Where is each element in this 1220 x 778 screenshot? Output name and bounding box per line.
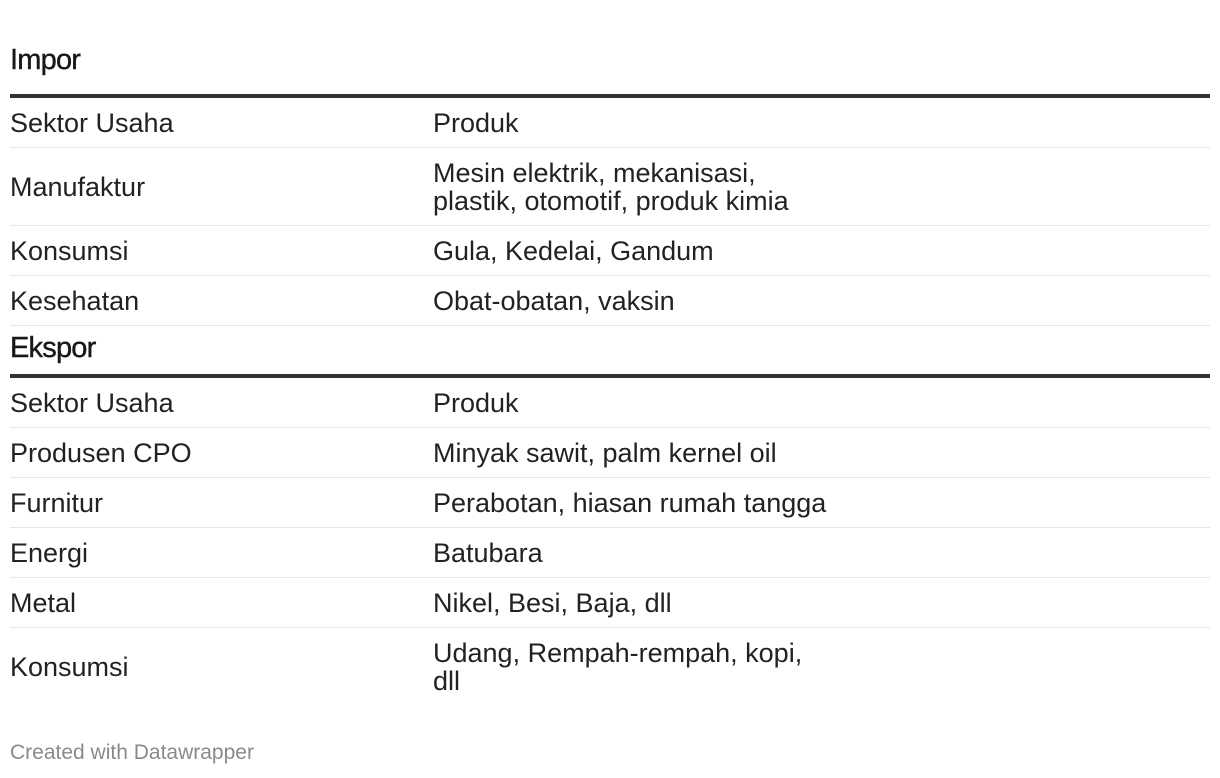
table-row: [10, 578, 1210, 628]
ekspor-table: [10, 374, 1210, 705]
column-header-sector: Sektor Usaha: [10, 107, 174, 138]
column-header-sector: Sektor Usaha: [10, 387, 174, 418]
datawrapper-table: [10, 0, 1210, 705]
table-row: [10, 276, 1210, 326]
sector-cell: Produsen CPO: [10, 437, 192, 468]
ekspor-header-row: [10, 378, 1210, 428]
product-cell: Obat-obatan, vaksin: [433, 285, 675, 316]
product-cell: Perabotan, hiasan rumah tangga: [433, 487, 827, 518]
table-row: [10, 226, 1210, 276]
impor-table: [10, 94, 1210, 326]
sector-cell: Furnitur: [10, 487, 104, 518]
sector-cell: Konsumsi: [10, 235, 129, 266]
section-title-impor: Impor: [10, 44, 81, 76]
sector-cell: Manufaktur: [10, 171, 146, 202]
table-row: [10, 148, 1210, 226]
product-cell: Minyak sawit, palm kernel oil: [433, 437, 777, 468]
product-cell: Mesin elektrik, mekanisasi, plastik, otomotif, produk kimia: [433, 157, 789, 216]
column-header-product: Produk: [433, 107, 519, 138]
table-row: [10, 478, 1210, 528]
sector-cell: Konsumsi: [10, 651, 129, 682]
table-row: [10, 428, 1210, 478]
sector-cell: Kesehatan: [10, 285, 140, 316]
product-cell: Batubara: [433, 537, 543, 568]
section-title-ekspor: Ekspor: [10, 332, 96, 364]
product-cell: Gula, Kedelai, Gandum: [433, 235, 714, 266]
sector-cell: Energi: [10, 537, 89, 568]
datawrapper-credit-link[interactable]: Created with Datawrapper: [10, 741, 254, 764]
impor-header-row: [10, 98, 1210, 148]
table-row: [10, 628, 1210, 705]
product-cell: Nikel, Besi, Baja, dll: [433, 587, 672, 618]
product-cell: Udang, Rempah-rempah, kopi, dll: [433, 637, 803, 696]
sector-cell: Metal: [10, 587, 77, 618]
table-row: [10, 528, 1210, 578]
column-header-product: Produk: [433, 387, 519, 418]
